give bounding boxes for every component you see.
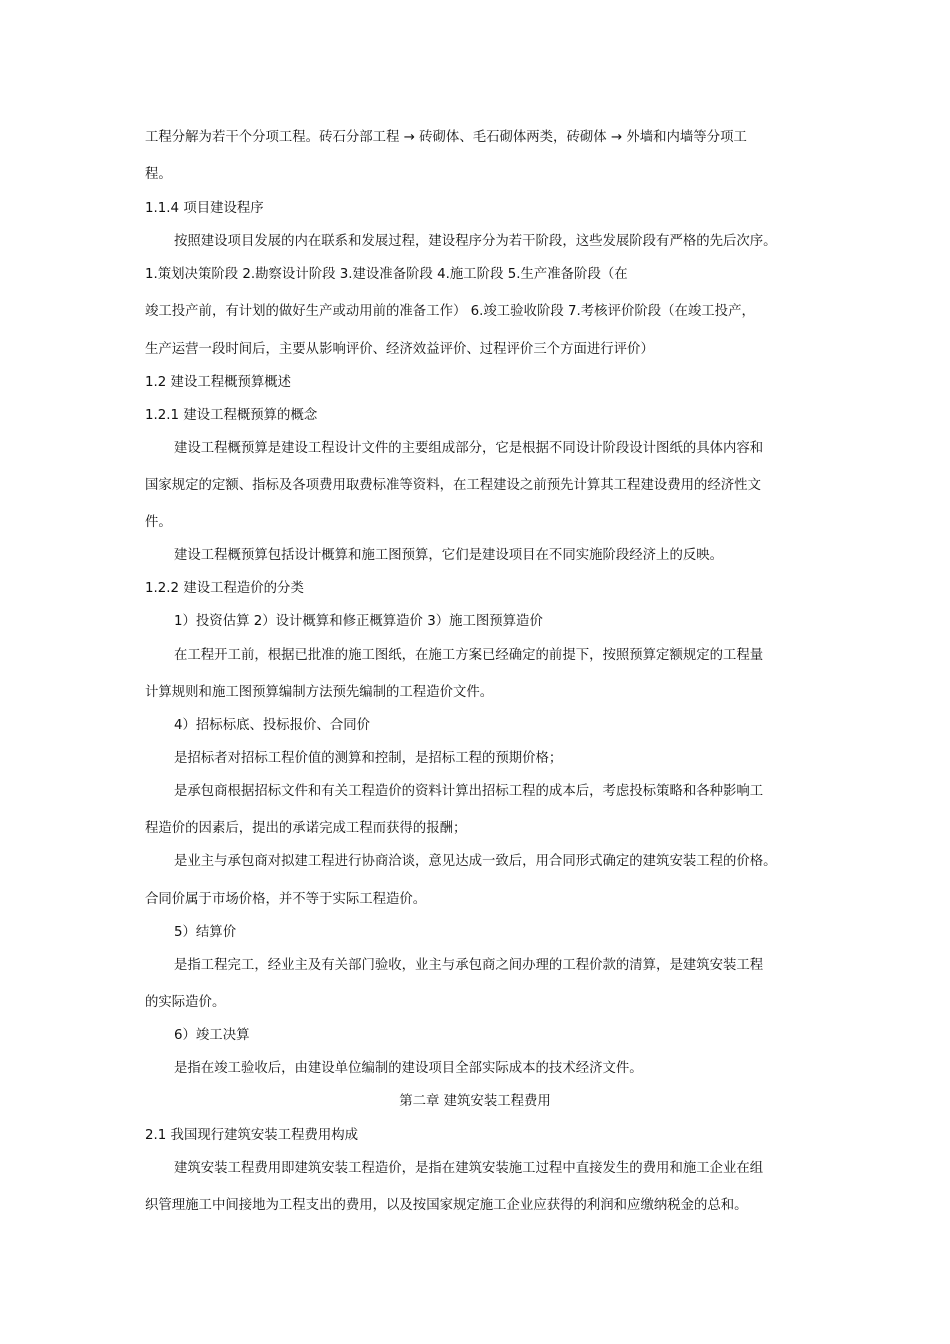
paragraph-line: 生产运营一段时间后，主要从影响评价、经济效益评价、过程评价三个方面进行评价） bbox=[145, 342, 654, 357]
paragraph-line: 按照建设项目发展的内在联系和发展过程，建设程序分为若干阶段，这些发展阶段有严格的先后次序。 bbox=[174, 234, 777, 249]
paragraph-line: 在工程开工前，根据已批准的施工图纸，在施工方案已经确定的前提下，按照预算定额规定的工程量 bbox=[174, 648, 764, 663]
paragraph-line: 件。 bbox=[145, 515, 172, 530]
paragraph-line: 是指工程完工，经业主及有关部门验收，业主与承包商之间办理的工程价款的清算，是建筑安装工程 bbox=[174, 958, 764, 973]
chapter-title: 第二章 建筑安装工程费用 bbox=[399, 1094, 551, 1109]
paragraph-line: 计算规则和施工图预算编制方法预先编制的工程造价文件。 bbox=[145, 685, 494, 700]
paragraph-line: 建设工程概预算是建设工程设计文件的主要组成部分，它是根据不同设计阶段设计图纸的具体内容和 bbox=[174, 441, 764, 456]
section-heading: 1.2.2 建设工程造价的分类 bbox=[145, 581, 304, 596]
section-heading: 1.2.1 建设工程概预算的概念 bbox=[145, 408, 318, 423]
paragraph-line: 国家规定的定额、指标及各项费用取费标准等资料，在工程建设之前预先计算其工程建设费用的经济性文 bbox=[145, 478, 761, 493]
list-item: 1）投资估算 2）设计概算和修正概算造价 3）施工图预算造价 bbox=[174, 614, 543, 629]
paragraph-line: 是招标者对招标工程价值的测算和控制，是招标工程的预期价格； bbox=[174, 751, 563, 766]
list-item: 4）招标标底、投标报价、合同价 bbox=[174, 718, 370, 733]
section-heading: 2.1 我国现行建筑安装工程费用构成 bbox=[145, 1128, 359, 1143]
paragraph-line: 1.策划决策阶段 2.勘察设计阶段 3.建设准备阶段 4.施工阶段 5.生产准备阶段（在 bbox=[145, 267, 628, 282]
paragraph-line: 建设工程概预算包括设计概算和施工图预算，它们是建设项目在不同实施阶段经济上的反映。 bbox=[174, 548, 724, 563]
list-item: 6）竣工决算 bbox=[174, 1028, 250, 1043]
section-heading: 1.2 建设工程概预算概述 bbox=[145, 375, 292, 390]
paragraph-line: 建筑安装工程费用即建筑安装工程造价，是指在建筑安装施工过程中直接发生的费用和施工企业在组 bbox=[174, 1161, 764, 1176]
paragraph-line: 是承包商根据招标文件和有关工程造价的资料计算出招标工程的成本后，考虑投标策略和各种影响工 bbox=[174, 784, 764, 799]
list-item: 5）结算价 bbox=[174, 925, 237, 940]
paragraph-line: 合同价属于市场价格，并不等于实际工程造价。 bbox=[145, 892, 427, 907]
section-heading: 1.1.4 项目建设程序 bbox=[145, 201, 264, 216]
paragraph-line: 的实际造价。 bbox=[145, 995, 226, 1010]
paragraph-line: 程造价的因素后，提出的承诺完成工程而获得的报酬； bbox=[145, 821, 467, 836]
paragraph-line: 织管理施工中间接地为工程支出的费用，以及按国家规定施工企业应获得的利润和应缴纳税金的总和。 bbox=[145, 1198, 748, 1213]
paragraph-line: 工程分解为若干个分项工程。砖石分部工程 → 砖砌体、毛石砌体两类，砖砌体 → 外墙和内墙等分项工 bbox=[145, 130, 747, 145]
paragraph-line: 是业主与承包商对拟建工程进行协商洽谈，意见达成一致后，用合同形式确定的建筑安装工程的价格。 bbox=[174, 854, 777, 869]
paragraph-line: 程。 bbox=[145, 167, 172, 182]
paragraph-line: 是指在竣工验收后，由建设单位编制的建设项目全部实际成本的技术经济文件。 bbox=[174, 1061, 643, 1076]
paragraph-line: 竣工投产前，有计划的做好生产或动用前的准备工作） 6.竣工验收阶段 7.考核评价阶段（在竣工投产， bbox=[145, 304, 755, 319]
